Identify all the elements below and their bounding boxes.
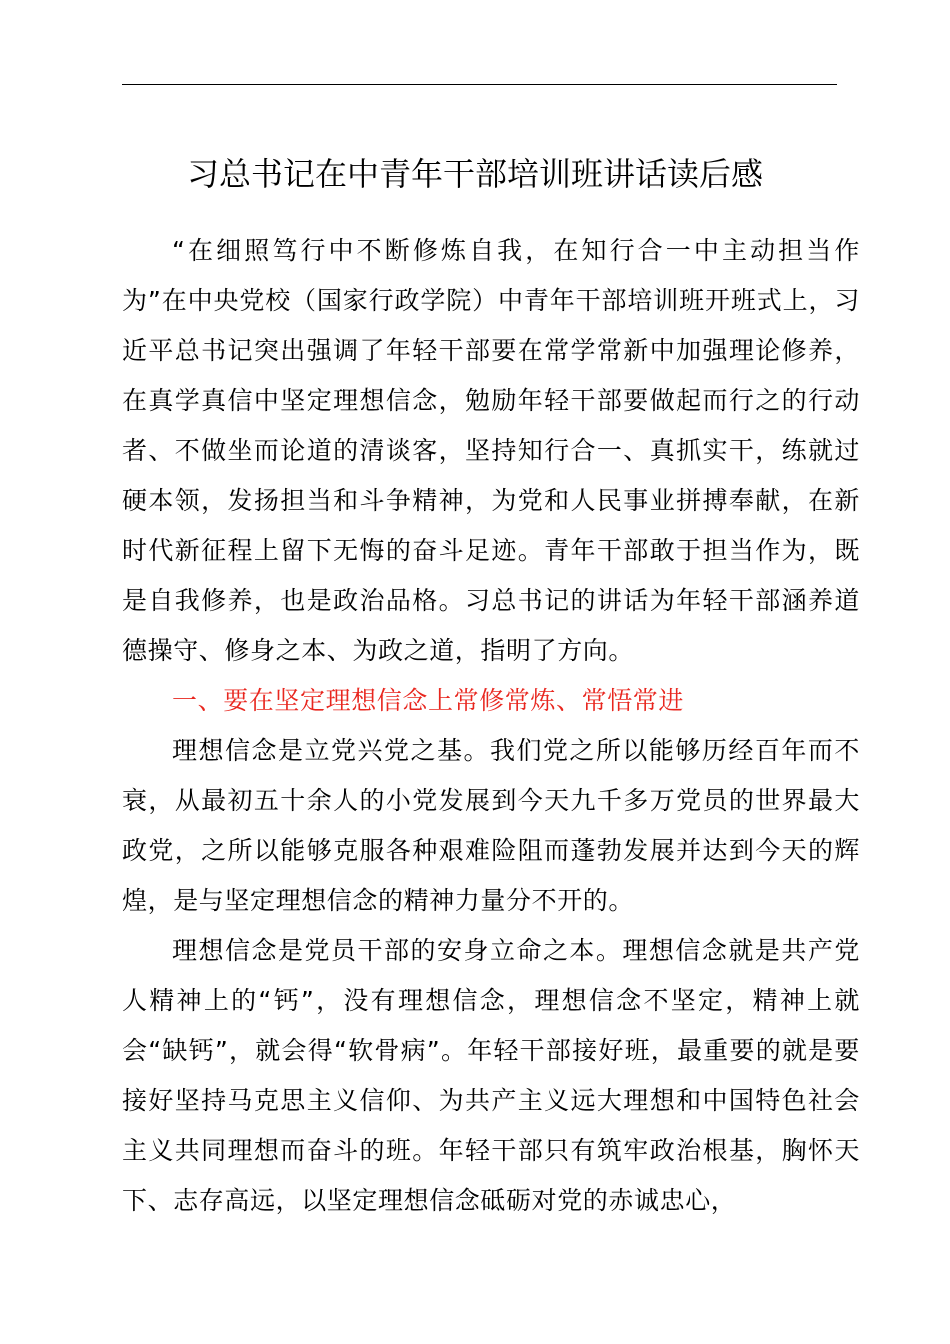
section-heading: 一、要在坚定理想信念上常修常炼、常悟常进 [172, 686, 685, 715]
intro-paragraph: “在细照笃行中不断修炼自我，在知行合一中主动担当作为”在中央党校（国家行政学院）中青年干部培训班开班式上，习近平总书记突出强调了年轻干部要在常学常新中加强理论修养，在真学真信中坚定理想信念，勉励年轻干部要做起而行之的行动者、不做坐而论道的清谈客，坚持知行合一、真抓实干，练就过硬本领，发扬担当和斗争精神，为党和人民事业拼搏奉献，在新时代新征程上留下无悔的奋斗足迹。青年干部敢于担当作为，既是自我修养，也是政治品格。习总书记的讲话为年轻干部涵养道德操守、修身之本、为政之道，指明了方向。 [122, 236, 860, 665]
section-paragraph: 理想信念是立党兴党之基。我们党之所以能够历经百年而不衰，从最初五十余人的小党发展到今天九千多万党员的世界最大政党，之所以能够克服各种艰难险阻而蓬勃发展并达到今天的辉煌，是与坚定理想信念的精神力量分不开的。 [122, 736, 860, 915]
section-paragraph: 理想信念是党员干部的安身立命之本。理想信念就是共产党人精神上的“钙”，没有理想信念，理想信念不坚定，精神上就会“缺钙”，就会得“软骨病”。年轻干部接好班，最重要的就是要接好坚持马克思主义信仰、为共产主义远大理想和中国特色社会主义共同理想而奋斗的班。年轻干部只有筑牢政治根基，胸怀天下、志存高远，以坚定理想信念砥砺对党的赤诚忠心， [122, 936, 860, 1215]
header-rule [122, 84, 837, 85]
document-body [122, 226, 860, 1226]
document-title: 习总书记在中青年干部培训班讲话读后感 [186, 155, 763, 193]
